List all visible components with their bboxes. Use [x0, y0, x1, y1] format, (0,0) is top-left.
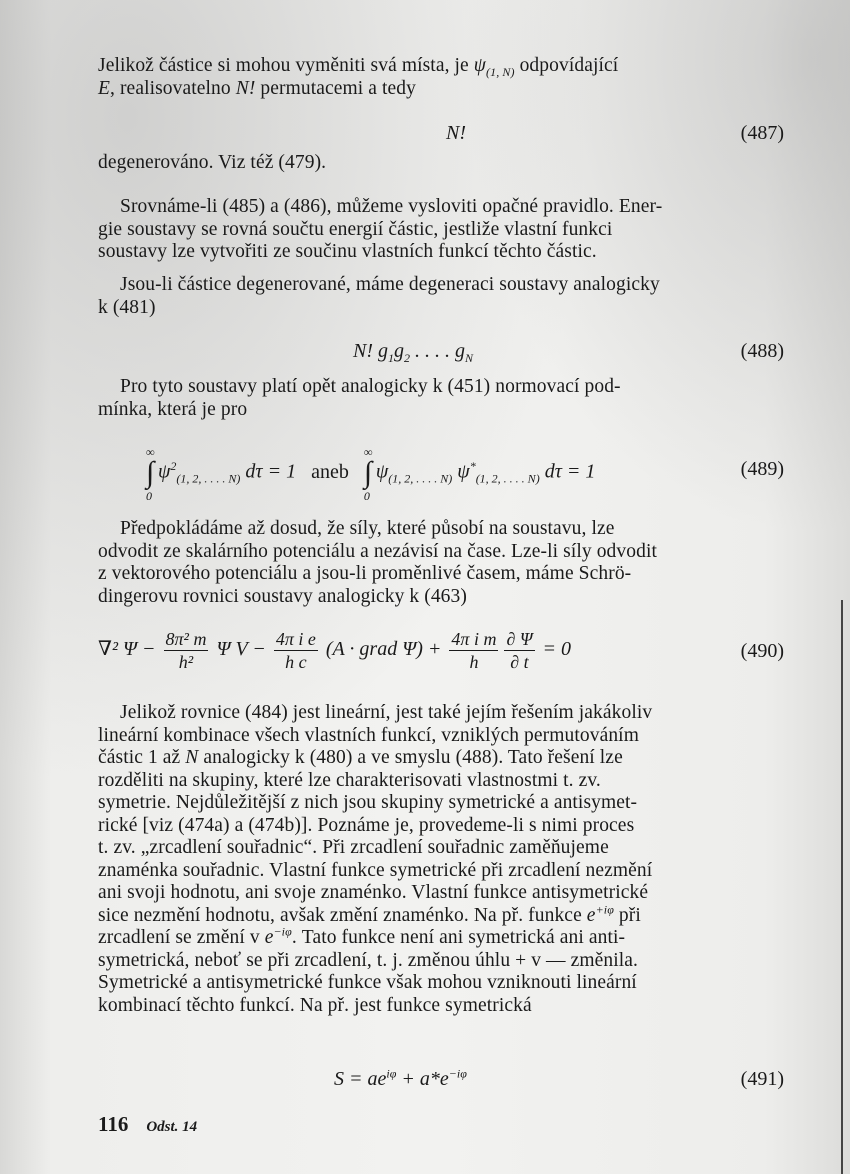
page-number: 116	[98, 1112, 129, 1136]
equation-487: N! (487)	[446, 122, 784, 144]
section-label: Odst. 14	[146, 1119, 198, 1135]
fraction: $\frac{\text{8π² m}}{\text{h²}}$	[165, 629, 207, 672]
fraction: $\frac{\partial \Psi}{\partial t}$	[506, 629, 533, 672]
equation-number: (489)	[740, 458, 784, 480]
text-line: zrcadlení se změní v $e^{-i\varphi}$. Tato funkce není ani symetrická ani anti-	[98, 924, 626, 948]
paragraph-5: Předpokládáme až dosud, že síly, které působí na soustavu, lze odvodit ze skalárního potenciálu a nezávisí na čase. Lze-li síly odvodit z vektorového potenciálu a jsou-li proměnlivé časem, máme Schrö- dingerovu rovnici soustavy analogicky k (463)	[98, 518, 657, 607]
paragraph-3: Jsou-li částice degenerované, máme degeneraci soustavy analogicky k (481)	[98, 274, 660, 318]
fraction: $\frac{\text{4π i e}}{\text{h c}}$	[275, 629, 316, 672]
text-line: E, realisovatelno N! permutacemi a tedy	[98, 77, 416, 99]
equation-number: (491)	[740, 1068, 784, 1090]
integral-sign: ∫ ∞ 0	[363, 445, 373, 503]
page-footer	[98, 1112, 197, 1137]
paragraph-1-end: degenerováno. Viz též (479).	[98, 152, 327, 173]
equation-number: (488)	[740, 340, 784, 362]
paragraph-2: Srovnáme-li (485) a (486), můžeme vysloviti opačné pravidlo. Ener- gie soustavy se rovná součtu energií částic, jestliže vlastní funkci soustavy lze vytvořiti ze součinu vlastních funkcí těchto částic.	[98, 196, 663, 262]
text-line: částic 1 až N analogicky k (480) a ve smyslu (488). Tato řešení lze	[98, 747, 623, 768]
equation-489: ∫ ∞ 0 $\psi^2_{(1, 2, . . . . N)}$ dτ = 1 aneb ∫ ∞ 0 $\psi_{(1, 2, . . . . N)}$ $\psi^*_{(1, 2, . . . . N)}$ dτ = 1 (489)	[146, 445, 784, 503]
text-line: sice nezmění hodnotu, avšak změní znaménko. Na př. funkce $e^{+i\varphi}$ při	[98, 902, 641, 926]
equation-number: (490)	[740, 640, 784, 662]
fraction: $\frac{\text{4π i m}}{h}$	[451, 629, 497, 672]
paragraph-4: Pro tyto soustavy platí opět analogicky k (451) normovací pod- mínka, která je pro	[98, 376, 621, 420]
integral-sign: ∫ ∞ 0	[146, 445, 155, 503]
equation-488: N! $g_1g_2$ . . . . $g_N$ (488)	[353, 340, 784, 365]
equation-491: $S = ae^{i\varphi} + a*e^{-i\varphi}$ (491)	[334, 1066, 784, 1090]
equation-number: (487)	[740, 122, 784, 144]
paragraph-1	[98, 55, 784, 100]
page-edge-shadow	[841, 600, 843, 1174]
text-line: Jelikož částice si mohou vyměniti svá místa, je $\psi_{(1, N)}$ odpovídající	[98, 55, 619, 79]
equation-490: ∇² Ψ − $\frac{\text{8π² m}}{\text{h²}}$ Ψ V − $\frac{\text{4π i e}}{\text{h c}}$ (A · grad Ψ) + $\frac{\text{4π i m}}{h}$ $\frac{\partial \Psi}{\partial t}$ = 0 (490)	[98, 629, 784, 672]
paragraph-6: Jelikož rovnice (484) jest lineární, jest také jejím řešením jakákoliv lineární kombinace všech vlastních funkcí, vzniklých permutováním částic 1 až N analogicky k (480) a ve smyslu (488). Tato řešení lze rozděliti na skupiny, které lze charakterisovati vlastnostmi t. zv. symetrie. Nejdůležitější z nich jsou skupiny symetrické a antisymet- rické [viz (474a) a (474b)]. Poznáme je, provedeme-li s nimi proces t. zv. „zrcadlení souřadnic“. Při zrcadlení souřadnic zaměňujeme znaménka souřadnic. Vlastní funkce symetrické při zrcadlení nezmění ani svoji hodnotu, ani svoje znaménko. Vlastní funkce antisymetrické sice nezmění hodnotu, avšak změní znaménko. Na př. funkce $e^{+i\varphi}$ při zrcadlení se změní v $e^{-i\varphi}$. Tato funkce není ani symetrická ani anti- symetrická, neboť se při zrcadlení, t. j. změnou úhlu + v — změnila. Symetrické a antisymetrické funkce však mohou vzniknouti lineární kombinací těchto funkcí. Na př. jest funkce symetrická	[98, 702, 784, 1017]
